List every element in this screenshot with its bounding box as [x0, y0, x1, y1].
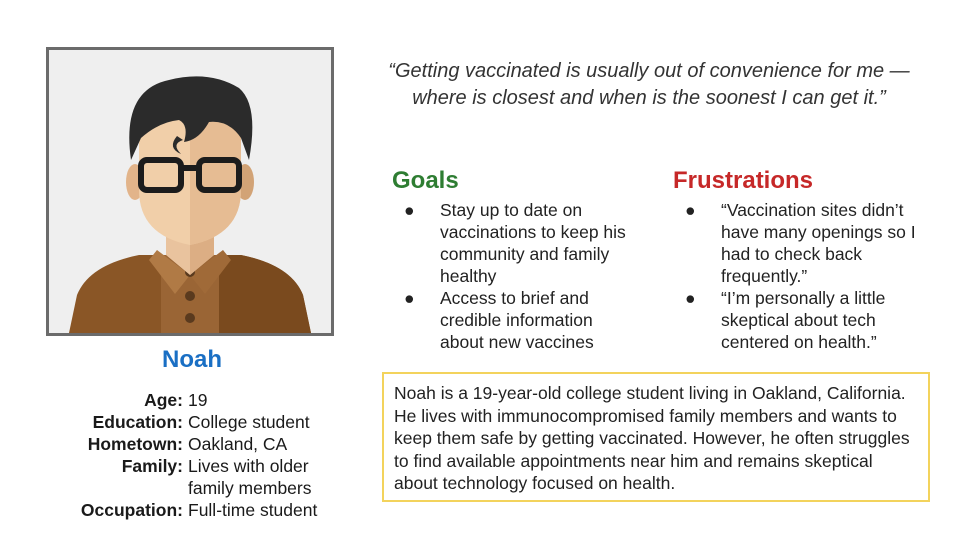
goal-text: Stay up to date on vaccinations to keep his community and family healthy: [440, 200, 626, 286]
persona-name: Noah: [162, 346, 222, 373]
detail-age: [50, 389, 350, 411]
persona-quote: “Getting vaccinated is usually out of convenience for me — where is closest and when is the soonest I can get it.”: [388, 60, 910, 109]
detail-label: Education:: [92, 412, 183, 432]
goals-heading: Goals: [392, 167, 459, 194]
frustration-text: “Vaccination sites didn’t have many openings so I had to check back frequently.”: [721, 200, 916, 286]
bullet-icon: ●: [685, 200, 696, 220]
bullet-icon: ●: [404, 288, 415, 308]
detail-occupation: [50, 499, 350, 521]
avatar-frame: [46, 47, 334, 336]
detail-value: 19: [188, 390, 208, 410]
frustrations-section: [673, 167, 943, 353]
list-item: [673, 199, 943, 287]
person-avatar-icon: [49, 50, 331, 333]
detail-label: Family:: [121, 456, 183, 476]
goal-text: Access to brief and credible information about new vaccines: [440, 288, 594, 352]
frustrations-list: [673, 199, 943, 353]
goals-section: [392, 167, 632, 353]
detail-label: Hometown:: [87, 434, 183, 454]
detail-value: Oakland, CA: [188, 434, 288, 454]
bullet-icon: ●: [404, 200, 415, 220]
detail-value: Lives with older family members: [188, 456, 312, 498]
detail-family: [50, 455, 350, 499]
bullet-icon: ●: [685, 288, 696, 308]
detail-label: Occupation:: [80, 500, 183, 520]
detail-value: Full-time student: [188, 500, 318, 520]
list-item: [673, 287, 943, 353]
detail-hometown: [50, 433, 350, 455]
persona-details: [50, 389, 350, 521]
frustration-text: “I’m personally a little skeptical about tech centered on health.”: [721, 288, 886, 352]
persona-summary: Noah is a 19-year-old college student living in Oakland, California. He lives with immunocompromised family members and wants to keep them safe by getting vaccinated. However, he often struggles to find available appointments near him and remains skeptical about technology focused on health.: [382, 372, 930, 502]
frustrations-heading: Frustrations: [673, 167, 814, 194]
list-item: [392, 199, 632, 287]
detail-value: College student: [188, 412, 310, 432]
goals-list: [392, 199, 632, 353]
list-item: [392, 287, 632, 353]
detail-label: Age:: [144, 390, 183, 410]
detail-education: [50, 411, 350, 433]
